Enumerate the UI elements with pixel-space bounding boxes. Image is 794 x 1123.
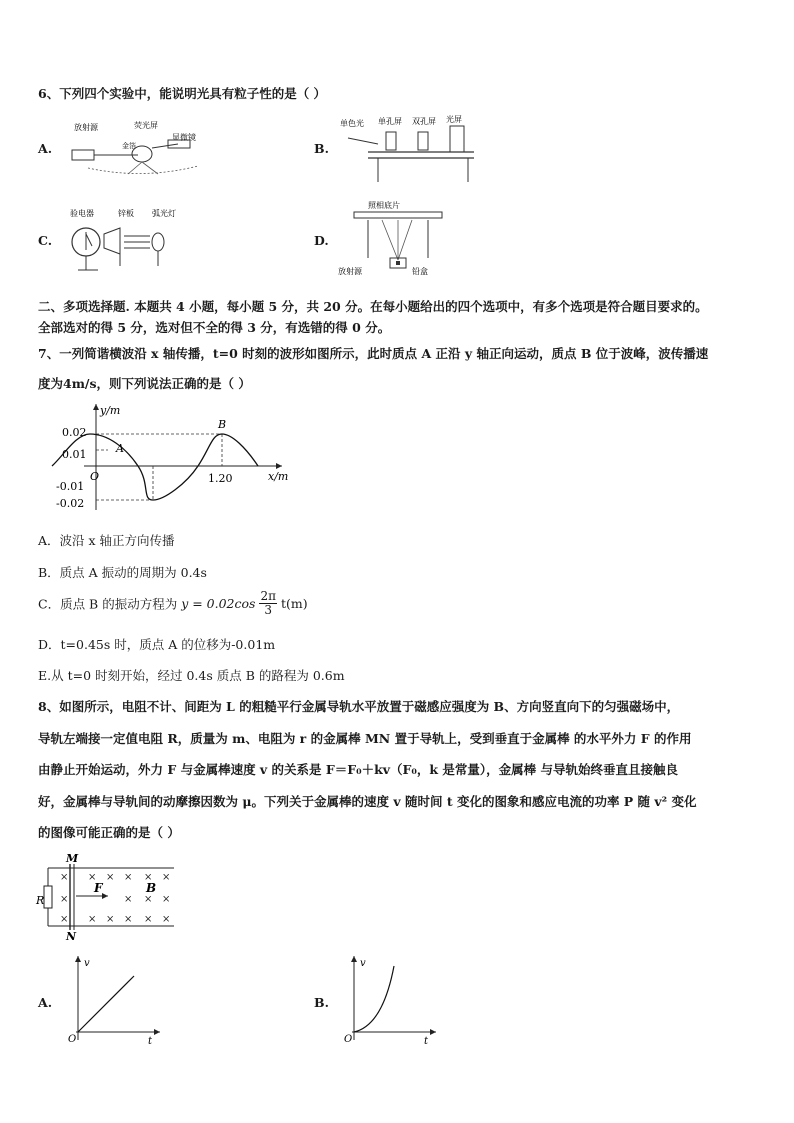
q6b-label-light: 单色光 [340, 119, 364, 128]
q7-option-e[interactable]: E.从 t=0 时刻开始，经过 0.4s 质点 B 的路程为 0.6m [38, 668, 345, 683]
q6-figure-b-double-slit [338, 114, 478, 184]
q8-stem-line2: 导轨左端接一定值电阻 R，质量为 m、电阻为 r 的金属棒 MN 置于导轨上，受到垂直于金属棒 的水平外力 F 的作用 [38, 731, 692, 746]
q6-option-b-label[interactable]: B. [314, 141, 329, 156]
q8-option-a-label[interactable]: A. [38, 995, 53, 1010]
q7-stem-line1: 7、一列简谐横波沿 x 轴传播，t=0 时刻的波形如图所示，此时质点 A 正沿 y 轴正向运动，质点 B 位于波峰，波传播速 [38, 346, 709, 361]
q6a-label-microscope: 显微镜 [172, 133, 196, 142]
q8-option-b-label[interactable]: B. [314, 995, 329, 1010]
q8-stem-line5: 的图像可能正确的是（ ） [38, 825, 180, 840]
q6b-label-screen: 光屏 [446, 115, 462, 124]
q8-label-f: F [94, 881, 103, 895]
section2-instructions-line1: 二、多项选择题. 本题共 4 小题，每小题 5 分，共 20 分。在每小题给出的四个选项中，有多个选项是符合题目要求的。 [38, 299, 708, 314]
q6d-label-film: 照相底片 [368, 201, 400, 210]
q8-graph-b-curve [342, 952, 442, 1046]
q7-stem-line2: 度为4m/s，则下列说法正确的是（ ） [38, 376, 251, 391]
q6-stem: 6、下列四个实验中，能说明光具有粒子性的是（ ） [38, 86, 327, 101]
svg-text:×: × [88, 872, 97, 883]
q8-label-b: B [146, 881, 157, 895]
q8a-v: v [84, 958, 90, 969]
q7-origin-label: O [90, 470, 100, 483]
q8-graph-a-linear [66, 952, 166, 1046]
q7-option-c-prefix: C．质点 B 的振动方程为 [38, 596, 178, 612]
q8-label-n: N [66, 930, 77, 942]
svg-text:×: × [162, 914, 171, 925]
q7-wave-graph [46, 400, 296, 515]
q7-point-a: A [116, 442, 124, 455]
q8b-t: t [424, 1036, 429, 1046]
q8a-o: O [68, 1034, 77, 1045]
q6c-label-lamp: 弧光灯 [152, 209, 176, 218]
q7-option-c[interactable] [38, 590, 308, 617]
q7-y-tick-neg-0.01: -0.01 [56, 480, 85, 493]
svg-text:×: × [144, 872, 153, 883]
q6d-label-lead-box: 铅盒 [412, 267, 428, 276]
q7-y-tick-0.02: 0.02 [62, 426, 87, 439]
q8-label-m: M [66, 852, 79, 865]
q6-figure-a-scattering-apparatus [68, 118, 218, 180]
q6a-label-screen: 荧光屏 [134, 121, 158, 130]
q8b-curve [354, 966, 394, 1032]
svg-text:×: × [162, 894, 171, 905]
svg-text:×: × [60, 914, 69, 925]
q6-option-a-label[interactable]: A. [38, 141, 53, 156]
svg-text:×: × [106, 872, 115, 883]
q6-figure-c-photoelectric [64, 204, 194, 274]
q7-option-c-frac-den: 3 [264, 603, 273, 618]
q6d-label-source: 放射源 [338, 267, 362, 276]
svg-text:×: × [144, 894, 153, 905]
svg-text:×: × [144, 914, 153, 925]
q8-stem-line3: 由静止开始运动，外力 F 与金属棒速度 v 的关系是 F＝F₀＋kv（F₀，k 是常量），金属棒 与导轨始终垂直且接触良 [38, 762, 679, 777]
q7-x-label: x/m [268, 470, 289, 483]
q6a-label-source: 放射源 [74, 123, 98, 132]
q7-option-c-frac-num: 2π [260, 589, 276, 603]
q7-point-b: B [218, 418, 227, 431]
q8-stem-line4: 好，金属棒与导轨间的动摩擦因数为 μ。下列关于金属棒的速度 v 随时间 t 变化的图象和感应电流的功率 P 随 v² 变化 [38, 794, 697, 809]
q6b-label-single-slit: 单孔屏 [378, 117, 402, 126]
section2-instructions-line2: 全部选对的得 5 分，选对但不全的得 3 分，有选错的得 0 分。 [38, 320, 391, 335]
q8-stem-line1: 8、如图所示，电阻不计、间距为 L 的粗糙平行金属导轨水平放置于磁感应强度为 B、方向竖直向下的匀强磁场中， [38, 699, 680, 714]
q7-option-d[interactable]: D．t=0.45s 时，质点 A 的位移为-0.01m [38, 637, 276, 652]
q7-option-c-fraction [259, 590, 277, 617]
svg-text:×: × [88, 914, 97, 925]
q6a-label-foil: 金箔 [122, 142, 136, 150]
q6c-label-zinc: 锌板 [118, 209, 134, 218]
svg-text:×: × [124, 914, 133, 925]
q8-circuit-diagram [34, 846, 184, 942]
q8a-t: t [148, 1036, 153, 1046]
q7-x-tick-1.20: 1.20 [208, 472, 233, 485]
q7-y-tick-neg-0.02: -0.02 [56, 497, 85, 510]
q7-option-c-formula-rhs: t(m) [280, 596, 308, 612]
q7-option-b[interactable]: B．质点 A 振动的周期为 0.4s [38, 565, 207, 580]
svg-text:×: × [124, 894, 133, 905]
svg-text:×: × [106, 914, 115, 925]
q6-option-c-label[interactable]: C. [38, 233, 53, 248]
q6-option-d-label[interactable]: D. [314, 233, 329, 248]
q6b-label-double-slit: 双孔屏 [412, 117, 436, 126]
q8a-line [78, 976, 134, 1032]
svg-text:×: × [124, 872, 133, 883]
q6c-label-electroscope: 验电器 [70, 209, 94, 218]
q8-resistor [44, 886, 52, 908]
q7-option-c-formula-lhs: y = 0.02cos [181, 596, 256, 612]
q7-option-a[interactable]: A．波沿 x 轴正方向传播 [38, 533, 175, 548]
svg-text:×: × [162, 872, 171, 883]
q7-y-label: y/m [100, 404, 121, 417]
q8b-v: v [360, 958, 366, 969]
q8b-o: O [344, 1034, 353, 1045]
svg-text:×: × [60, 894, 69, 905]
q7-y-tick-0.01: 0.01 [62, 448, 87, 461]
q6-figure-d-radiation [334, 198, 464, 280]
q8-label-r: R [36, 894, 45, 907]
svg-text:×: × [60, 872, 69, 883]
